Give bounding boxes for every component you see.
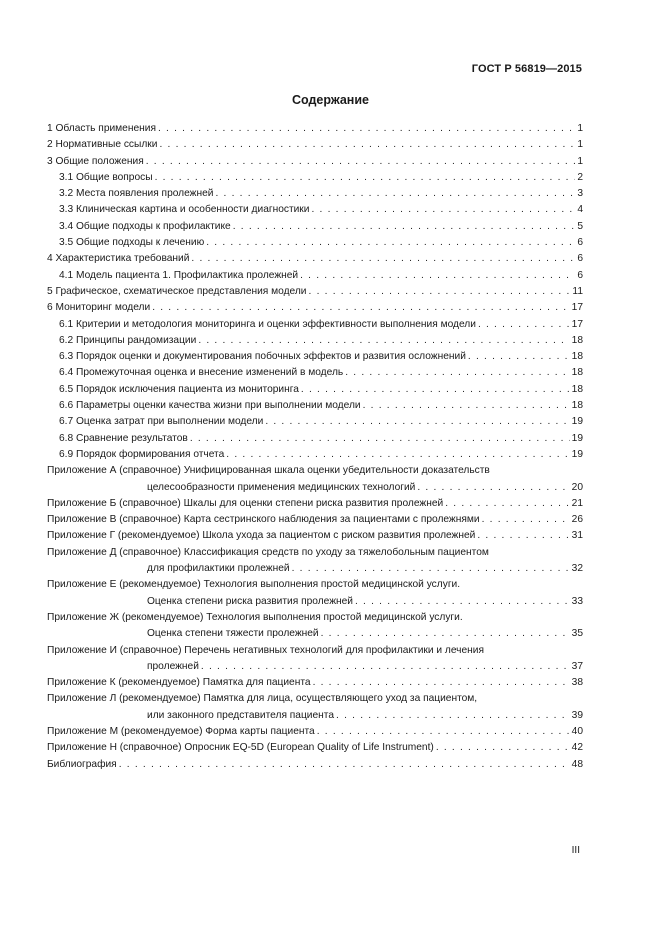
toc-entry-page: 18 (571, 383, 583, 395)
toc-entry[interactable] (47, 740, 583, 756)
toc-entry-page: 35 (571, 628, 583, 640)
toc-entry-page: 33 (571, 595, 583, 607)
toc-entry-page: 4 (577, 204, 583, 216)
toc-entry-title: 6.3 Порядок оценки и документирования побочных эффектов и развития осложнений (59, 351, 466, 363)
toc-entry-page: 18 (571, 400, 583, 412)
toc-entry-title: Приложение Л (рекомендуемое) Памятка для лица, осуществляющего уход за пациентом, (47, 693, 478, 705)
dot-leader (301, 382, 570, 398)
toc-entry[interactable] (47, 154, 583, 170)
toc-entry-title: Приложение М (рекомендуемое) Форма карты пациента (47, 725, 315, 737)
toc-entry-title: Приложение А (справочное) Унифицированная шкала оценки убедительности доказательств (47, 465, 490, 477)
toc-entry-title: 4.1 Модель пациента 1. Профилактика пролежней (59, 269, 299, 281)
document-code: ГОСТ Р 56819—2015 (471, 63, 582, 75)
dot-leader (152, 300, 569, 316)
dot-leader (468, 349, 570, 365)
toc-entry-title: 6.4 Промежуточная оценка и внесение изменений в модель (59, 367, 344, 379)
toc-entry[interactable] (47, 398, 583, 414)
dot-leader (311, 202, 575, 218)
dot-leader (317, 724, 570, 740)
toc-entry[interactable] (47, 284, 583, 300)
dot-leader (159, 137, 575, 153)
dot-leader (436, 740, 570, 756)
toc-entry-page: 18 (571, 334, 583, 346)
toc-entry[interactable] (47, 333, 583, 349)
toc-entry-title: Приложение Е (рекомендуемое) Технология выполнения простой медицинской услуги. (47, 579, 461, 591)
toc-entry-page: 18 (571, 367, 583, 379)
toc-entry-page: 2 (577, 171, 583, 183)
toc-entry[interactable] (47, 724, 583, 740)
toc-entry-title: 6.8 Сравнение результатов (59, 432, 188, 444)
toc-entry-page: 40 (571, 725, 583, 737)
toc-entry[interactable] (47, 577, 583, 610)
toc-entry[interactable] (47, 757, 583, 773)
toc-entry[interactable] (47, 431, 583, 447)
dot-leader (292, 561, 570, 577)
toc-entry-page: 31 (571, 530, 583, 542)
toc-entry-title: 6.5 Порядок исключения пациента из мониторинга (59, 383, 299, 395)
dot-leader (198, 333, 569, 349)
dot-leader (477, 528, 569, 544)
toc-entry-title: 5 Графическое, схематическое представления модели (47, 285, 307, 297)
dot-leader (300, 268, 575, 284)
toc-entry-page: 19 (571, 416, 583, 428)
toc-entry[interactable] (47, 382, 583, 398)
dot-leader (417, 480, 569, 496)
toc-entry-title: 3.1 Общие вопросы (59, 171, 153, 183)
dot-leader (206, 235, 575, 251)
toc-entry-page: 11 (572, 285, 583, 297)
toc-entry-page: 17 (571, 302, 583, 314)
toc-entry-title-continuation: Оценка степени тяжести пролежней (147, 628, 319, 640)
dot-leader (146, 154, 576, 170)
toc-entry[interactable] (47, 202, 583, 218)
toc-entry[interactable] (47, 528, 583, 544)
toc-entry-page: 18 (571, 351, 583, 363)
toc-entry-title: 6 Мониторинг модели (47, 302, 151, 314)
dot-leader (355, 594, 570, 610)
table-of-contents (47, 121, 583, 773)
toc-entry[interactable] (47, 300, 583, 316)
dot-leader (119, 757, 570, 773)
toc-entry-page: 3 (577, 188, 583, 200)
toc-entry-page: 39 (571, 709, 583, 721)
toc-entry-page: 6 (577, 237, 583, 249)
toc-entry-page: 5 (577, 220, 583, 232)
dot-leader (191, 251, 575, 267)
toc-entry-title: Приложение Д (справочное) Классификация средств по уходу за тяжелобольным пациентом (47, 546, 489, 558)
dot-leader (321, 626, 570, 642)
toc-entry[interactable] (47, 414, 583, 430)
toc-entry[interactable] (47, 463, 583, 496)
toc-entry-page: 20 (571, 481, 583, 493)
dot-leader (226, 447, 569, 463)
toc-entry-page: 48 (571, 758, 583, 770)
toc-entry-title: 2 Нормативные ссылки (47, 139, 158, 151)
toc-entry[interactable] (47, 675, 583, 691)
toc-entry[interactable] (47, 219, 583, 235)
toc-entry[interactable] (47, 691, 583, 724)
toc-entry-title: Приложение К (рекомендуемое) Памятка для пациента (47, 677, 311, 689)
toc-entry-page: 6 (577, 269, 583, 281)
toc-entry-page: 6 (577, 253, 583, 265)
toc-entry-title: Приложение Г (рекомендуемое) Школа ухода за пациентом с риском развития пролежней (47, 530, 476, 542)
toc-entry-title: 3.4 Общие подходы к профилактике (59, 220, 231, 232)
toc-entry[interactable] (47, 365, 583, 381)
toc-entry[interactable] (47, 137, 583, 153)
toc-entry-title: 3.3 Клиническая картина и особенности диагностики (59, 204, 310, 216)
toc-entry-title: 6.1 Критерии и методология мониторинга и оценки эффективности выполнения модели (59, 318, 476, 330)
toc-entry[interactable] (47, 545, 583, 578)
toc-entry-title: 6.2 Принципы рандомизации (59, 334, 197, 346)
dot-leader (445, 496, 569, 512)
toc-entry-title: 6.9 Порядок формирования отчета (59, 448, 225, 460)
dot-leader (265, 414, 569, 430)
toc-entry[interactable] (47, 496, 583, 512)
toc-entry[interactable] (47, 317, 583, 333)
toc-entry-title: 4 Характеристика требований (47, 253, 190, 265)
toc-entry-title: Приложение Ж (рекомендуемое) Технология выполнения простой медицинской услуги. (47, 611, 463, 623)
toc-entry[interactable] (47, 186, 583, 202)
toc-entry-page: 19 (571, 448, 583, 460)
toc-entry[interactable] (47, 251, 583, 267)
toc-entry[interactable] (47, 235, 583, 251)
toc-entry-page: 1 (577, 139, 583, 151)
toc-entry-title: Приложение В (справочное) Карта сестринского наблюдения за пациентами с пролежнями (47, 514, 480, 526)
toc-entry[interactable] (47, 643, 583, 676)
toc-entry-title-continuation: целесообразности применения медицинских технологий (147, 481, 416, 493)
dot-leader (215, 186, 575, 202)
toc-entry-title: 3.5 Общие подходы к лечению (59, 237, 205, 249)
toc-entry-title: 6.6 Параметры оценки качества жизни при выполнении модели (59, 400, 361, 412)
toc-entry-page: 17 (571, 318, 583, 330)
dot-leader (478, 317, 570, 333)
toc-entry[interactable] (47, 268, 583, 284)
dot-leader (201, 659, 570, 675)
toc-entry-page: 42 (571, 742, 583, 754)
toc-entry-title: Приложение Н (справочное) Опросник EQ-5D (European Quality of Life Instrument) (47, 742, 434, 754)
dot-leader (482, 512, 570, 528)
toc-entry-page: 37 (571, 660, 583, 672)
dot-leader (336, 708, 570, 724)
toc-entry-page: 32 (571, 563, 583, 575)
toc-entry[interactable] (47, 349, 583, 365)
toc-entry-title-continuation: для профилактики пролежней (147, 563, 290, 575)
toc-entry-title: 1 Область применения (47, 123, 156, 134)
dot-leader (345, 365, 569, 381)
dot-leader (233, 219, 576, 235)
toc-entry-title: 6.7 Оценка затрат при выполнении модели (59, 416, 264, 428)
toc-entry-page: 19 (571, 432, 583, 444)
toc-entry-title: 3 Общие положения (47, 155, 144, 167)
toc-entry[interactable] (47, 447, 583, 463)
toc-entry-page: 26 (571, 514, 583, 526)
dot-leader (313, 675, 570, 691)
toc-entry-title: Приложение И (справочное) Перечень негативных технологий для профилактики и лечения (47, 644, 484, 656)
toc-entry-page: 38 (571, 677, 583, 689)
toc-entry-page: 21 (571, 497, 583, 509)
toc-entry-page: 1 (577, 155, 583, 167)
page-number: III (571, 845, 580, 856)
dot-leader (155, 170, 576, 186)
dot-leader (158, 121, 575, 137)
toc-entry-title-continuation: Оценка степени риска развития пролежней (147, 595, 353, 607)
dot-leader (363, 398, 570, 414)
page-title: Содержание (291, 93, 369, 107)
toc-entry-title: Библиография (47, 758, 117, 770)
toc-entry-title-continuation: пролежней (147, 660, 199, 672)
toc-entry-page: 1 (577, 123, 583, 134)
toc-entry-title: 3.2 Места появления пролежней (59, 188, 214, 200)
toc-entry[interactable] (47, 121, 583, 137)
dot-leader (190, 431, 570, 447)
dot-leader (309, 284, 571, 300)
toc-entry[interactable] (47, 170, 583, 186)
toc-entry-title-continuation: или законного представителя пациента (147, 709, 335, 721)
toc-entry[interactable] (47, 512, 583, 528)
toc-entry-title: Приложение Б (справочное) Шкалы для оценки степени риска развития пролежней (47, 497, 444, 509)
toc-entry[interactable] (47, 610, 583, 643)
